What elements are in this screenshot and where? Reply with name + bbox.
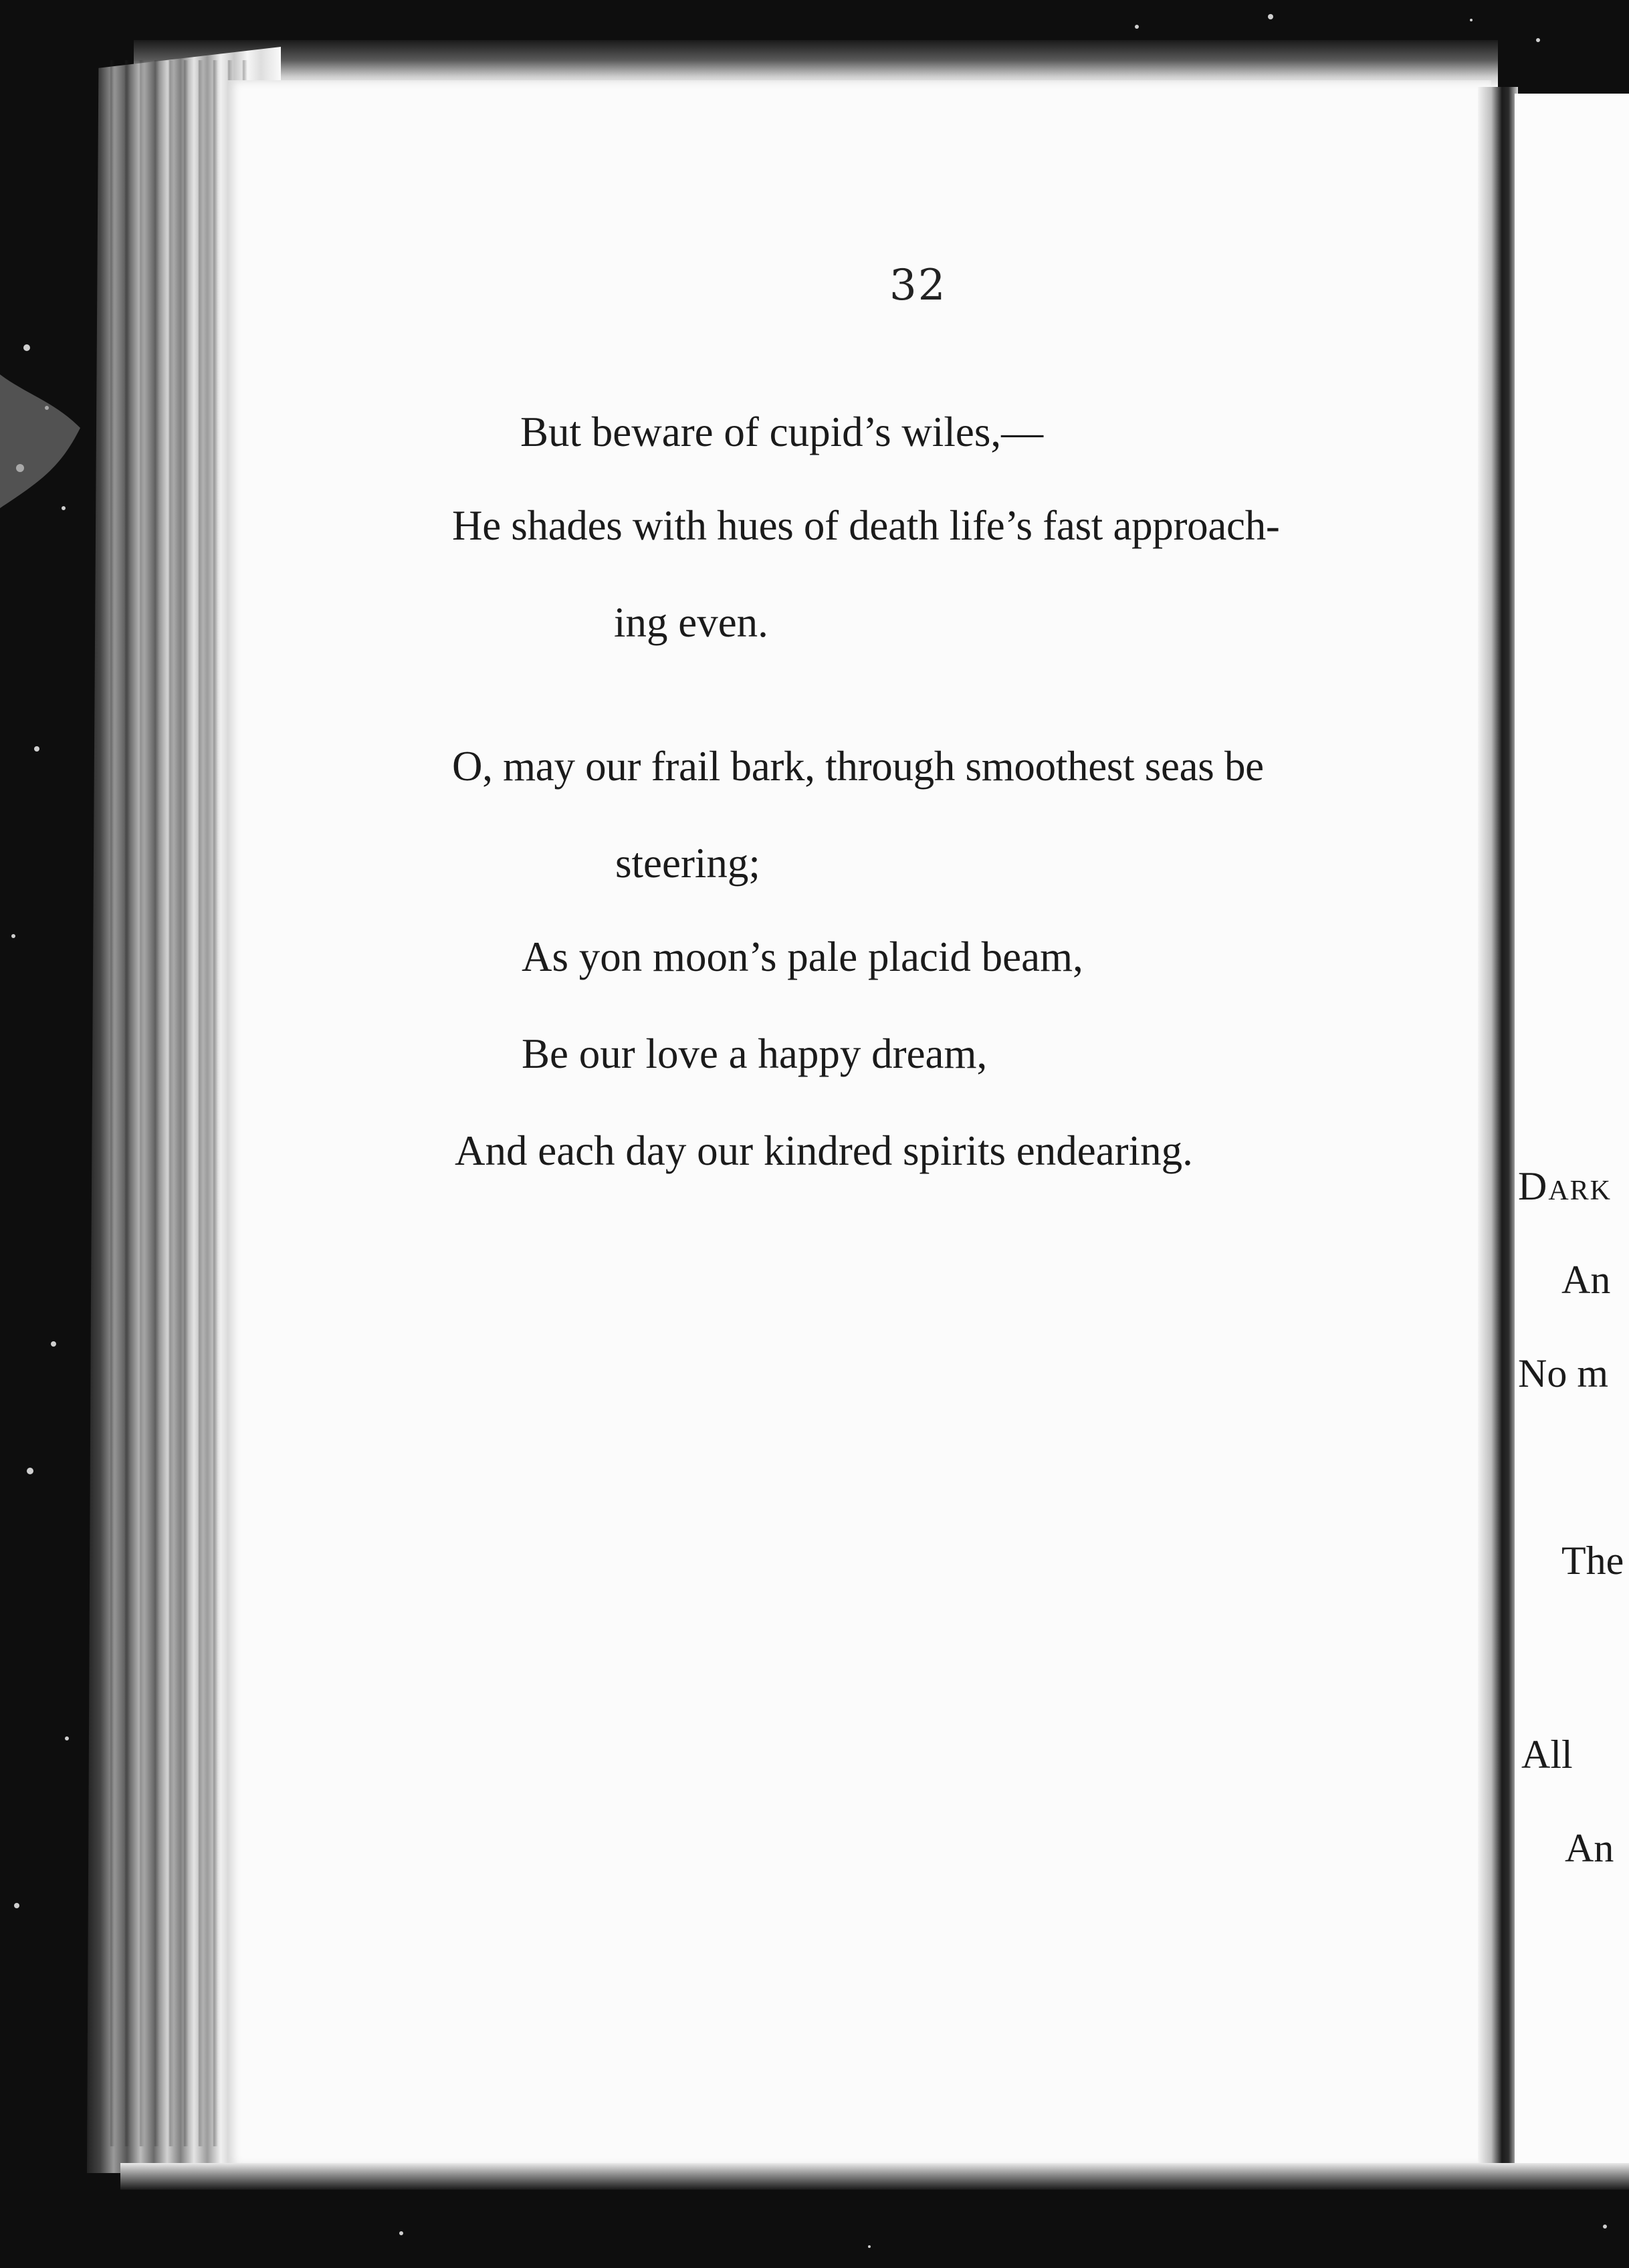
book-gutter xyxy=(1478,87,1518,2173)
facing-page-fragment: The xyxy=(1561,1539,1624,1583)
facing-page-fragment: No m xyxy=(1518,1351,1608,1395)
poem-line: Be our love a happy dream, xyxy=(522,1030,988,1077)
poem-line: But beware of cupid’s wiles,— xyxy=(520,409,1044,455)
poem-line: As yon moon’s pale placid beam, xyxy=(522,933,1083,980)
facing-page-fragment: An xyxy=(1565,1826,1614,1870)
poem-line: And each day our kindred spirits endearing. xyxy=(455,1127,1193,1174)
poem-line: steering; xyxy=(615,840,760,887)
poem-line: O, may our frail bark, through smoothest seas be xyxy=(452,743,1264,790)
poem-line: ing even. xyxy=(614,599,768,646)
poem-line: He shades with hues of death life’s fast approach- xyxy=(452,502,1280,549)
left-page xyxy=(227,80,1491,2166)
facing-page-fragment: All xyxy=(1521,1732,1573,1777)
facing-page-fragment: Dark xyxy=(1518,1164,1612,1208)
facing-page-fragment: An xyxy=(1561,1258,1611,1302)
page-number: 32 xyxy=(889,261,947,310)
page-bottom-edge xyxy=(120,2163,1629,2190)
